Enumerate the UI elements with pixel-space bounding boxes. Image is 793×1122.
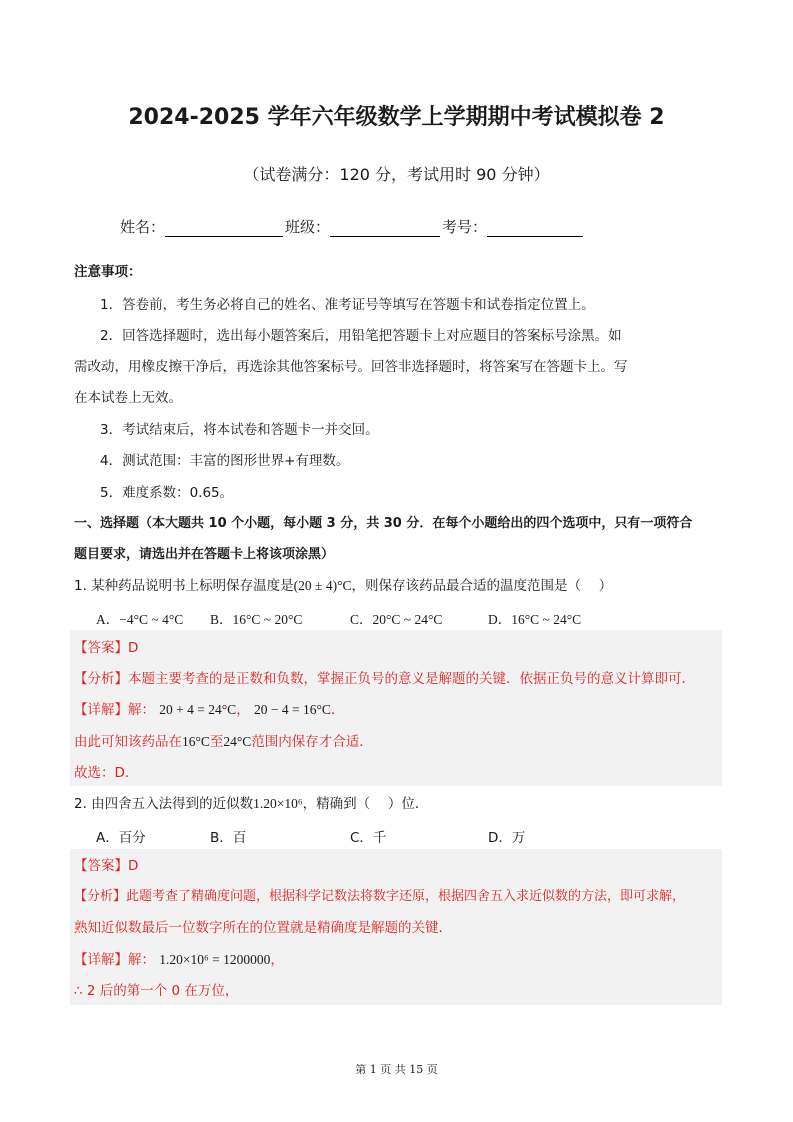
notice-heading: 注意事项： [74, 264, 142, 280]
q2-option-b: B．百 [210, 830, 247, 846]
q2-stem-math: 1.20×10⁶ [253, 796, 303, 811]
q1-conclusion-post: 范围内保存才合适． [251, 734, 373, 750]
page-footer: 第 1 页 共 15 页 [355, 1063, 438, 1076]
q1-conclusion [74, 733, 373, 751]
q1-option-b: B．16°C ~ 20°C [210, 612, 303, 627]
q2-option-c: C．千 [350, 830, 387, 846]
q1-conclusion-pre: 由此可知该药品在 [74, 734, 182, 750]
q2-analysis-line-1: 【分析】此题考查了精确度问题，根据科学记数法将数字还原，根据四舍五入求近似数的方法，即可求解， [74, 889, 686, 904]
section-heading-line-1: 一、选择题（本大题共 10 个小题，每小题 3 分，共 30 分．在每个小题给出的四个选项中，只有一项符合 [74, 516, 693, 531]
page-title: 2024-2025 学年六年级数学上学期期中考试模拟卷 2 [128, 105, 665, 130]
q1-detail-math-1: 20 + 4 = 24°C [159, 702, 237, 717]
q1-detail-math-2: 20 − 4 = 16°C [253, 702, 331, 717]
notice-item-3: 3．考试结束后，将本试卷和答题卡一并交回。 [100, 422, 379, 438]
q1-detail-end: ． [330, 702, 345, 718]
q2-analysis-line-2: 熟知近似数最后一位数字所在的位置就是精确度是解题的关键． [74, 920, 452, 936]
notice-item-5: 5．难度系数：0.65。 [100, 485, 234, 501]
name-blank [165, 218, 283, 237]
name-label: 姓名： [120, 218, 166, 236]
q1-analysis: 【分析】本题主要考查的是正数和负数，掌握正负号的意义是解题的关键．依据正负号的意义计算即可． [74, 671, 695, 687]
q2-detail-end: ， [270, 952, 284, 968]
q1-detail-sep: ， [236, 702, 250, 718]
q1-stem [74, 577, 612, 595]
q2-answer: 【答案】D [74, 858, 139, 874]
q1-option-d: D．16°C ~ 24°C [488, 612, 582, 627]
class-label: 班级： [285, 218, 331, 236]
q2-option-d: D．万 [488, 830, 526, 846]
page-subtitle: （试卷满分：120 分，考试用时 90 分钟） [243, 165, 550, 184]
number-blank [487, 218, 583, 237]
q2-stem-post: ，精确到（ ）位． [302, 796, 429, 812]
notice-item-2-line-3: 在本试卷上无效。 [74, 390, 182, 406]
q2-option-a: A．百分 [96, 830, 146, 846]
q1-stem-post: ，则保存该药品最合适的温度范围是（ ） [351, 578, 613, 594]
q1-detail-label: 【详解】解： [74, 702, 155, 718]
q2-detail-math: 1.20×10⁶ = 1200000 [159, 952, 271, 967]
q1-choose: 故选：D． [74, 765, 139, 781]
q2-stem [74, 795, 428, 813]
notice-item-2-line-1: 2．回答选择题时，选出每小题答案后，用铅笔把答题卡上对应题目的答案标号涂黑。如 [100, 328, 622, 344]
section-heading-line-2: 题目要求，请选出并在答题卡上将该项涂黑） [74, 547, 335, 562]
q1-conclusion-m2: 24°C [223, 734, 252, 749]
q1-option-c: C．20°C ~ 24°C [350, 612, 443, 627]
q2-stem-pre: 2. 由四舍五入法得到的近似数 [74, 796, 254, 812]
q2-detail-label: 【详解】解： [74, 952, 155, 968]
q2-therefore: ∴ 2 后的第一个 0 在万位， [74, 983, 239, 999]
q1-conclusion-m1: 16°C [182, 734, 210, 749]
student-info-row [120, 216, 585, 237]
notice-item-2-line-2: 需改动，用橡皮擦干净后，再选涂其他答案标号。回答非选择题时，将答案写在答题卡上。写 [74, 359, 628, 375]
notice-item-1: 1．答卷前，考生务必将自己的姓名、准考证号等填写在答题卡和试卷指定位置上。 [100, 297, 595, 313]
q1-detail [74, 701, 344, 719]
q1-option-a: A．−4°C ~ 4°C [96, 612, 184, 627]
q1-conclusion-mid: 至 [209, 734, 224, 750]
q1-stem-pre: 1. 某种药品说明书上标明保存温度是 [74, 578, 294, 594]
notice-item-4: 4．测试范围：丰富的图形世界+有理数。 [100, 453, 350, 469]
class-blank [330, 218, 440, 237]
q1-stem-math: (20 ± 4)°C [293, 578, 352, 593]
q1-answer: 【答案】D [74, 640, 139, 656]
number-label: 考号： [442, 218, 488, 236]
q2-detail [74, 951, 284, 969]
